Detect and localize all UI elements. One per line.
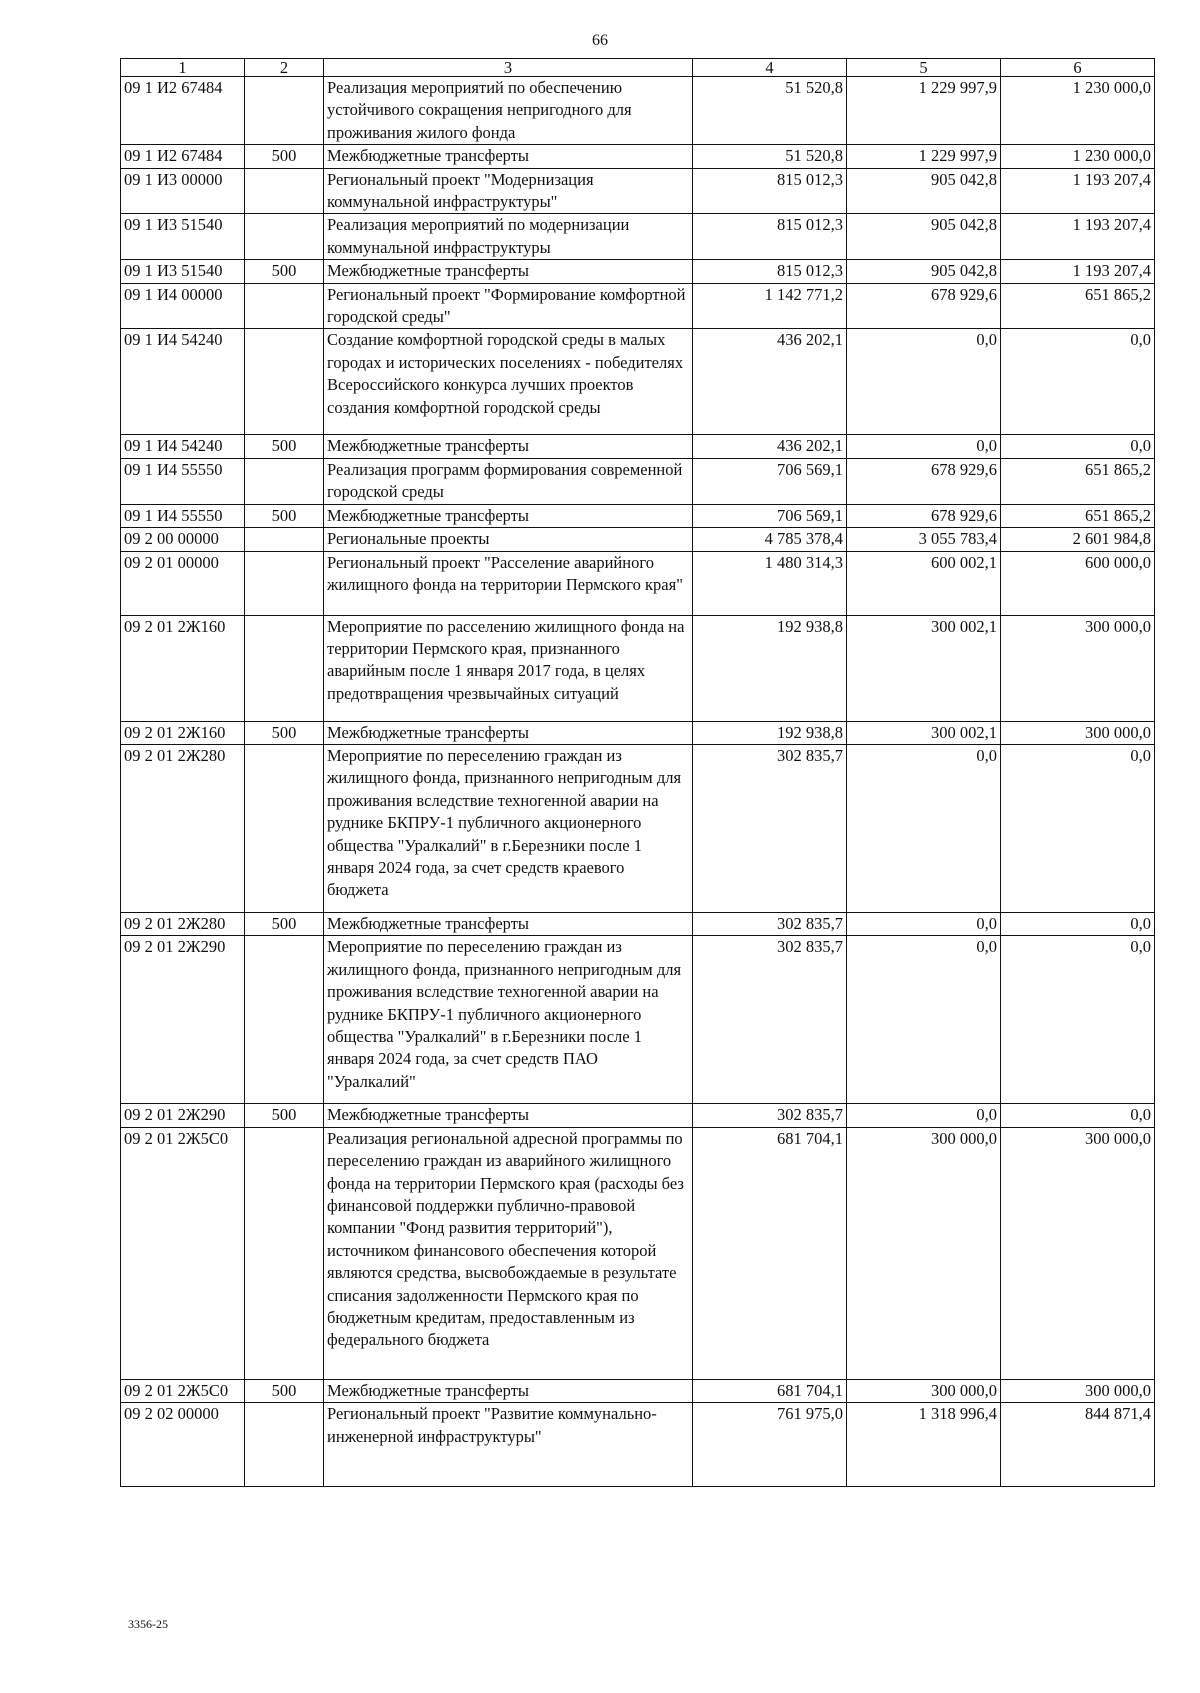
cell-amount-5: 300 000,0 (847, 1127, 1001, 1379)
table-row (121, 504, 1155, 527)
table-row (121, 435, 1155, 458)
table-row (121, 1104, 1155, 1127)
cell-amount-6: 0,0 (1001, 435, 1155, 458)
cell-description: Мероприятие по переселению граждан из жилищного фонда, признанного непригодным для проживания вследствие техногенной аварии на руднике БКПРУ-1 публичного акционерного общества "Уралкалий" в г.Березники после 1 января 2024 года, за счет средств краевого бюджета (324, 744, 693, 912)
cell-amount-6: 0,0 (1001, 744, 1155, 912)
cell-expense-type (245, 283, 324, 329)
cell-amount-4: 681 704,1 (693, 1127, 847, 1379)
cell-expense-type (245, 615, 324, 721)
cell-amount-4: 302 835,7 (693, 744, 847, 912)
cell-amount-6: 1 193 207,4 (1001, 168, 1155, 214)
cell-expense-type (245, 1127, 324, 1379)
cell-amount-4: 815 012,3 (693, 260, 847, 283)
cell-code: 09 1 И3 00000 (121, 168, 245, 214)
column-header-4: 4 (693, 59, 847, 77)
cell-amount-5: 0,0 (847, 744, 1001, 912)
column-header-2: 2 (245, 59, 324, 77)
cell-expense-type: 500 (245, 260, 324, 283)
table-row (121, 283, 1155, 329)
table-row (121, 744, 1155, 912)
cell-amount-6: 844 871,4 (1001, 1403, 1155, 1487)
cell-expense-type: 500 (245, 912, 324, 935)
cell-description: Межбюджетные трансферты (324, 504, 693, 527)
cell-amount-6: 0,0 (1001, 912, 1155, 935)
cell-amount-4: 761 975,0 (693, 1403, 847, 1487)
cell-expense-type (245, 551, 324, 615)
cell-expense-type: 500 (245, 1104, 324, 1127)
cell-amount-4: 681 704,1 (693, 1379, 847, 1402)
table-row (121, 551, 1155, 615)
cell-expense-type (245, 936, 324, 1104)
cell-amount-5: 1 229 997,9 (847, 77, 1001, 145)
cell-amount-4: 436 202,1 (693, 329, 847, 435)
cell-amount-4: 51 520,8 (693, 77, 847, 145)
table-row (121, 528, 1155, 551)
cell-description: Региональный проект "Развитие коммунально-инженерной инфраструктуры" (324, 1403, 693, 1487)
cell-expense-type: 500 (245, 1379, 324, 1402)
cell-amount-6: 600 000,0 (1001, 551, 1155, 615)
column-header-1: 1 (121, 59, 245, 77)
cell-amount-5: 678 929,6 (847, 283, 1001, 329)
cell-expense-type: 500 (245, 721, 324, 744)
cell-expense-type (245, 214, 324, 260)
table-row (121, 168, 1155, 214)
cell-amount-5: 3 055 783,4 (847, 528, 1001, 551)
table-row (121, 912, 1155, 935)
cell-amount-5: 905 042,8 (847, 214, 1001, 260)
cell-description: Региональный проект "Расселение аварийного жилищного фонда на территории Пермского края" (324, 551, 693, 615)
cell-amount-6: 0,0 (1001, 936, 1155, 1104)
cell-description: Реализация мероприятий по обеспечению устойчивого сокращения непригодного для проживания жилого фонда (324, 77, 693, 145)
cell-code: 09 2 01 2Ж5С0 (121, 1379, 245, 1402)
cell-amount-4: 1 142 771,2 (693, 283, 847, 329)
cell-amount-5: 300 002,1 (847, 615, 1001, 721)
cell-amount-6: 2 601 984,8 (1001, 528, 1155, 551)
cell-amount-5: 0,0 (847, 329, 1001, 435)
cell-description: Межбюджетные трансферты (324, 912, 693, 935)
cell-amount-6: 0,0 (1001, 1104, 1155, 1127)
cell-amount-4: 706 569,1 (693, 458, 847, 504)
cell-amount-4: 1 480 314,3 (693, 551, 847, 615)
table-row (121, 329, 1155, 435)
cell-code: 09 2 01 2Ж160 (121, 721, 245, 744)
table-header-row (121, 59, 1155, 77)
table-row (121, 145, 1155, 168)
cell-description: Реализация мероприятий по модернизации коммунальной инфраструктуры (324, 214, 693, 260)
cell-description: Межбюджетные трансферты (324, 1379, 693, 1402)
cell-expense-type: 500 (245, 435, 324, 458)
cell-description: Межбюджетные трансферты (324, 260, 693, 283)
cell-code: 09 2 02 00000 (121, 1403, 245, 1487)
cell-description: Межбюджетные трансферты (324, 145, 693, 168)
cell-amount-4: 192 938,8 (693, 615, 847, 721)
cell-description: Региональный проект "Модернизация коммунальной инфраструктуры" (324, 168, 693, 214)
cell-amount-4: 302 835,7 (693, 936, 847, 1104)
cell-amount-5: 905 042,8 (847, 260, 1001, 283)
cell-amount-4: 51 520,8 (693, 145, 847, 168)
cell-amount-5: 300 000,0 (847, 1379, 1001, 1402)
cell-amount-4: 302 835,7 (693, 912, 847, 935)
cell-amount-6: 300 000,0 (1001, 721, 1155, 744)
budget-table (120, 58, 1155, 1487)
table-row (121, 214, 1155, 260)
cell-description: Региональные проекты (324, 528, 693, 551)
cell-expense-type (245, 528, 324, 551)
cell-amount-6: 300 000,0 (1001, 1127, 1155, 1379)
cell-expense-type (245, 1403, 324, 1487)
cell-code: 09 1 И4 00000 (121, 283, 245, 329)
cell-code: 09 2 01 2Ж280 (121, 912, 245, 935)
cell-description: Региональный проект "Формирование комфортной городской среды" (324, 283, 693, 329)
cell-expense-type (245, 744, 324, 912)
cell-amount-6: 300 000,0 (1001, 615, 1155, 721)
cell-amount-6: 1 230 000,0 (1001, 145, 1155, 168)
cell-code: 09 1 И2 67484 (121, 145, 245, 168)
cell-amount-5: 0,0 (847, 912, 1001, 935)
cell-code: 09 2 00 00000 (121, 528, 245, 551)
cell-code: 09 2 01 2Ж5С0 (121, 1127, 245, 1379)
table-row (121, 1403, 1155, 1487)
cell-description: Мероприятие по расселению жилищного фонда на территории Пермского края, признанного аварийным после 1 января 2017 года, в целях предотвращения чрезвычайных ситуаций (324, 615, 693, 721)
cell-code: 09 2 01 2Ж290 (121, 936, 245, 1104)
cell-amount-5: 0,0 (847, 1104, 1001, 1127)
cell-amount-5: 300 002,1 (847, 721, 1001, 744)
cell-code: 09 2 01 2Ж160 (121, 615, 245, 721)
cell-amount-5: 600 002,1 (847, 551, 1001, 615)
cell-amount-6: 300 000,0 (1001, 1379, 1155, 1402)
cell-amount-5: 905 042,8 (847, 168, 1001, 214)
cell-amount-4: 815 012,3 (693, 168, 847, 214)
document-code: 3356-25 (128, 1617, 168, 1631)
cell-expense-type (245, 329, 324, 435)
column-header-6: 6 (1001, 59, 1155, 77)
cell-expense-type: 500 (245, 504, 324, 527)
cell-description: Реализация региональной адресной программы по переселению граждан из аварийного жилищного фонда на территории Пермского края (расходы без финансовой поддержки публично-правовой компании "Фонд развития территорий"), источником финансового обеспечения которой являются средства, высвобождаемые в результате списания задолженности Пермского края по бюджетным кредитам, предоставленным из федерального бюджета (324, 1127, 693, 1379)
cell-amount-4: 302 835,7 (693, 1104, 847, 1127)
cell-expense-type (245, 77, 324, 145)
cell-description: Мероприятие по переселению граждан из жилищного фонда, признанного непригодным для проживания вследствие техногенной аварии на руднике БКПРУ-1 публичного акционерного общества "Уралкалий" в г.Березники после 1 января 2024 года, за счет средств ПАО "Уралкалий" (324, 936, 693, 1104)
cell-amount-6: 651 865,2 (1001, 504, 1155, 527)
table-row (121, 721, 1155, 744)
cell-amount-4: 4 785 378,4 (693, 528, 847, 551)
cell-expense-type: 500 (245, 145, 324, 168)
page-number: 66 (592, 32, 608, 49)
cell-amount-6: 1 230 000,0 (1001, 77, 1155, 145)
cell-expense-type (245, 168, 324, 214)
cell-amount-4: 815 012,3 (693, 214, 847, 260)
cell-code: 09 1 И4 55550 (121, 458, 245, 504)
table-row (121, 458, 1155, 504)
cell-amount-4: 706 569,1 (693, 504, 847, 527)
table-row (121, 1379, 1155, 1402)
table-row (121, 615, 1155, 721)
cell-amount-4: 436 202,1 (693, 435, 847, 458)
table-row (121, 260, 1155, 283)
table-row (121, 1127, 1155, 1379)
cell-code: 09 1 И3 51540 (121, 260, 245, 283)
cell-code: 09 1 И4 55550 (121, 504, 245, 527)
cell-description: Создание комфортной городской среды в малых городах и исторических поселениях - победителях Всероссийского конкурса лучших проектов создания комфортной городской среды (324, 329, 693, 435)
table-body (121, 77, 1155, 1487)
cell-amount-6: 1 193 207,4 (1001, 214, 1155, 260)
table-row (121, 936, 1155, 1104)
table-row (121, 77, 1155, 145)
cell-description: Межбюджетные трансферты (324, 1104, 693, 1127)
cell-amount-5: 0,0 (847, 936, 1001, 1104)
cell-description: Реализация программ формирования современной городской среды (324, 458, 693, 504)
cell-code: 09 1 И4 54240 (121, 435, 245, 458)
cell-code: 09 2 01 2Ж290 (121, 1104, 245, 1127)
cell-code: 09 1 И3 51540 (121, 214, 245, 260)
cell-code: 09 2 01 00000 (121, 551, 245, 615)
cell-amount-5: 678 929,6 (847, 458, 1001, 504)
cell-amount-5: 1 318 996,4 (847, 1403, 1001, 1487)
cell-code: 09 1 И4 54240 (121, 329, 245, 435)
cell-code: 09 1 И2 67484 (121, 77, 245, 145)
cell-code: 09 2 01 2Ж280 (121, 744, 245, 912)
cell-amount-4: 192 938,8 (693, 721, 847, 744)
column-header-5: 5 (847, 59, 1001, 77)
cell-amount-6: 651 865,2 (1001, 458, 1155, 504)
cell-amount-5: 0,0 (847, 435, 1001, 458)
cell-amount-6: 0,0 (1001, 329, 1155, 435)
cell-amount-5: 1 229 997,9 (847, 145, 1001, 168)
cell-description: Межбюджетные трансферты (324, 721, 693, 744)
cell-amount-5: 678 929,6 (847, 504, 1001, 527)
cell-expense-type (245, 458, 324, 504)
cell-amount-6: 1 193 207,4 (1001, 260, 1155, 283)
column-header-3: 3 (324, 59, 693, 77)
cell-description: Межбюджетные трансферты (324, 435, 693, 458)
cell-amount-6: 651 865,2 (1001, 283, 1155, 329)
